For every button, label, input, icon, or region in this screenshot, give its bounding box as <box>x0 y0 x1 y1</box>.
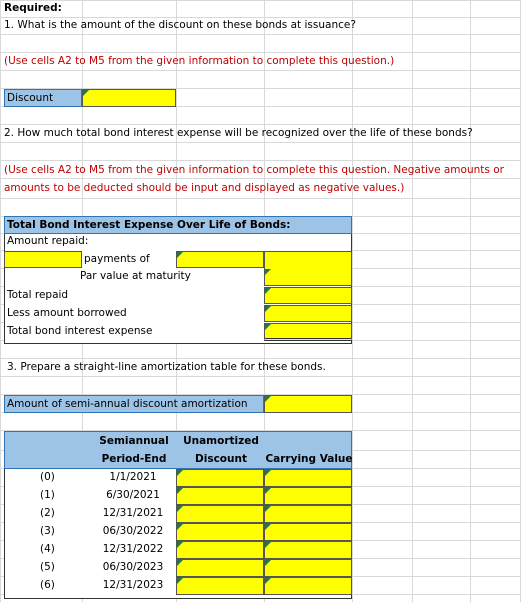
unamortized-discount-input[interactable] <box>176 487 264 505</box>
question-2-instruction-line1: (Use cells A2 to M5 from the given information to complete this question. Negative amounts or <box>4 164 504 176</box>
period-end-date: 12/31/2022 <box>102 543 164 555</box>
col-semiannual-line2: Period-End <box>101 453 167 465</box>
unamortized-discount-input[interactable] <box>176 541 264 559</box>
amortization-label-cell <box>4 395 264 413</box>
error-indicator-icon <box>265 578 271 584</box>
discount-input-cell[interactable] <box>82 89 176 107</box>
error-indicator-icon <box>177 524 183 530</box>
unamortized-discount-input[interactable] <box>176 469 264 487</box>
error-indicator-icon <box>265 488 271 494</box>
error-indicator-icon <box>265 542 271 548</box>
error-indicator-icon <box>177 506 183 512</box>
error-indicator-icon <box>265 324 271 330</box>
error-indicator-icon <box>177 488 183 494</box>
total-repaid-label: Total repaid <box>7 289 69 301</box>
discount-label-cell <box>4 89 82 107</box>
gridline <box>470 0 471 602</box>
gridline <box>0 70 521 71</box>
carrying-value-input[interactable] <box>264 541 352 559</box>
gridline <box>0 0 1 602</box>
amortization-table-header <box>4 431 352 469</box>
gridline <box>352 0 353 602</box>
period-number: (2) <box>40 507 55 519</box>
par-value-label: Par value at maturity <box>80 270 191 282</box>
discount-label: Discount <box>7 92 54 104</box>
amount-repaid-total-input[interactable] <box>264 251 352 286</box>
col-unamortized-line1: Unamortized <box>183 435 259 447</box>
error-indicator-icon <box>265 306 271 312</box>
gridline <box>412 0 413 602</box>
error-indicator-icon <box>265 470 271 476</box>
period-number: (5) <box>40 561 55 573</box>
interest-expense-header-text: Total Bond Interest Expense Over Life of Bonds: <box>7 219 291 231</box>
carrying-value-input[interactable] <box>264 487 352 505</box>
gridline <box>0 0 521 1</box>
interest-expense-header <box>4 216 352 234</box>
carrying-value-input[interactable] <box>264 523 352 541</box>
period-number: (0) <box>40 471 55 483</box>
question-2-instruction-line2: amounts to be deducted should be input and displayed as negative values.) <box>4 182 405 194</box>
col-unamortized-line2: Discount <box>195 453 247 465</box>
unamortized-discount-input[interactable] <box>176 559 264 577</box>
amount-repaid-label: Amount repaid: <box>7 235 89 247</box>
period-end-date: 1/1/2021 <box>109 471 157 483</box>
error-indicator-icon <box>265 506 271 512</box>
carrying-value-input[interactable] <box>264 577 352 595</box>
carrying-value-input[interactable] <box>264 559 352 577</box>
payments-count-input[interactable] <box>4 251 82 268</box>
gridline <box>0 142 521 143</box>
col-semiannual-line1: Semiannual <box>99 435 169 447</box>
less-borrowed-label: Less amount borrowed <box>7 307 127 319</box>
period-end-date: 12/31/2023 <box>102 579 164 591</box>
total-expense-input[interactable] <box>264 323 352 341</box>
payments-of-label: payments of <box>84 253 150 265</box>
error-indicator-icon <box>265 396 271 402</box>
period-number: (3) <box>40 525 55 537</box>
carrying-value-input[interactable] <box>264 505 352 523</box>
total-expense-label: Total bond interest expense <box>7 325 153 337</box>
error-indicator-icon <box>265 560 271 566</box>
error-indicator-icon <box>265 288 271 294</box>
period-number: (6) <box>40 579 55 591</box>
amortization-label: Amount of semi-annual discount amortization <box>7 398 248 410</box>
required-heading: Required: <box>4 2 62 14</box>
question-1-text: 1. What is the amount of the discount on these bonds at issuance? <box>4 19 356 31</box>
error-indicator-icon <box>83 90 89 96</box>
error-indicator-icon <box>177 470 183 476</box>
error-indicator-icon <box>177 252 183 258</box>
unamortized-discount-input[interactable] <box>176 505 264 523</box>
payment-amount-input[interactable] <box>176 251 264 268</box>
col-carrying-value: Carrying Value <box>265 453 353 465</box>
amortization-amount-input[interactable] <box>264 395 352 413</box>
unamortized-discount-input[interactable] <box>176 523 264 541</box>
period-number: (1) <box>40 489 55 501</box>
error-indicator-icon <box>177 578 183 584</box>
gridline <box>0 376 521 377</box>
less-borrowed-input[interactable] <box>264 305 352 322</box>
period-end-date: 06/30/2023 <box>102 561 164 573</box>
period-end-date: 12/31/2021 <box>102 507 164 519</box>
period-number: (4) <box>40 543 55 555</box>
question-1-instruction: (Use cells A2 to M5 from the given information to complete this question.) <box>4 55 395 67</box>
gridline <box>0 34 521 35</box>
question-3-text: 3. Prepare a straight-line amortization table for these bonds. <box>7 361 326 373</box>
error-indicator-icon <box>265 524 271 530</box>
error-indicator-icon <box>177 560 183 566</box>
total-repaid-input[interactable] <box>264 287 352 304</box>
carrying-value-input[interactable] <box>264 469 352 487</box>
gridline <box>0 198 521 199</box>
gridline <box>0 160 521 161</box>
period-end-date: 6/30/2021 <box>106 489 160 501</box>
unamortized-discount-input[interactable] <box>176 577 264 595</box>
period-end-date: 06/30/2022 <box>102 525 164 537</box>
error-indicator-icon <box>265 269 271 275</box>
question-2-text: 2. How much total bond interest expense will be recognized over the life of these bonds? <box>4 127 473 139</box>
error-indicator-icon <box>177 542 183 548</box>
